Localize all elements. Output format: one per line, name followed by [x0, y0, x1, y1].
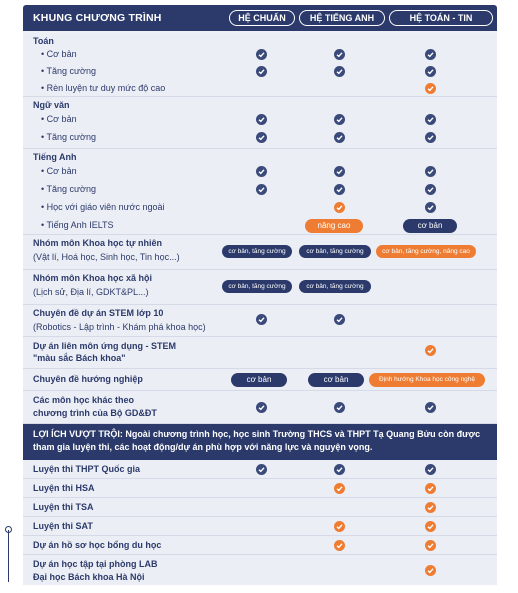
timeline-line — [8, 530, 9, 582]
benefit-banner — [23, 424, 497, 460]
check-icon — [425, 565, 436, 576]
section-subtitle: (Lịch sử, Địa lí, GDKT&PL...) — [33, 287, 149, 297]
section-subtitle: chương trình của Bộ GD&ĐT — [33, 408, 157, 418]
benefit-row-sat — [23, 517, 497, 536]
check-icon — [256, 314, 267, 325]
row-label: Đại học Bách khoa Hà Nội — [33, 572, 145, 582]
check-icon — [425, 166, 436, 177]
level-badge: cơ bản — [231, 373, 287, 387]
check-icon — [334, 114, 345, 125]
check-icon — [256, 132, 267, 143]
benefit-row-lab — [23, 555, 497, 585]
header-title: KHUNG CHƯƠNG TRÌNH — [33, 12, 162, 24]
section-subtitle: (Vật lí, Hoá học, Sinh học, Tin học...) — [33, 252, 180, 262]
section-khxh — [23, 270, 497, 305]
check-icon — [256, 402, 267, 413]
benefit-row-tsa — [23, 498, 497, 517]
section-title: Chuyên đề dự án STEM lớp 10 — [33, 308, 164, 318]
section-title: Nhóm môn Khoa học tự nhiên — [33, 238, 163, 248]
row-label: • Tiếng Anh IELTS — [41, 220, 114, 230]
level-badge: cơ bản — [403, 219, 457, 233]
section-title: Toán — [33, 36, 54, 46]
row-label: • Cơ bản — [41, 49, 77, 59]
section-subtitle: "màu sắc Bách khoa" — [33, 353, 126, 363]
check-icon — [334, 464, 345, 475]
level-badge: cơ bản, tăng cường — [299, 280, 371, 293]
check-icon — [334, 166, 345, 177]
level-badge: nâng cao — [305, 219, 363, 233]
check-icon — [334, 184, 345, 195]
row-label: • Cơ bản — [41, 114, 77, 124]
check-icon — [425, 402, 436, 413]
check-icon — [425, 521, 436, 532]
section-tienganh — [23, 149, 497, 235]
column-header-english: HỆ TIẾNG ANH — [299, 10, 385, 26]
column-header-math-it: HỆ TOÁN - TIN — [389, 10, 493, 26]
check-icon — [425, 483, 436, 494]
row-label: • Học với giáo viên nước ngoài — [41, 202, 165, 212]
row-label: Dự án hồ sơ học bổng du học — [33, 540, 162, 550]
section-title: Nhóm môn Khoa học xã hội — [33, 273, 153, 283]
check-icon — [256, 166, 267, 177]
section-title: Tiếng Anh — [33, 152, 77, 162]
benefit-row-hsa — [23, 479, 497, 498]
check-icon — [334, 132, 345, 143]
section-title: Chuyên đề hướng nghiệp — [33, 374, 143, 384]
section-stem — [23, 337, 497, 369]
benefit-row-thpt — [23, 460, 497, 479]
check-icon — [256, 464, 267, 475]
section-title: Dự án liên môn ứng dụng - STEM — [33, 341, 177, 351]
row-label: • Rèn luyện tư duy mức độ cao — [41, 83, 166, 93]
check-icon — [334, 202, 345, 213]
check-icon — [425, 49, 436, 60]
level-badge: cơ bản, tăng cường — [299, 245, 371, 258]
section-subtitle: (Robotics - Lập trình - Khám phá khoa học) — [33, 322, 206, 332]
check-icon — [256, 184, 267, 195]
row-label: • Tăng cường — [41, 66, 96, 76]
check-icon — [425, 132, 436, 143]
section-stem10 — [23, 305, 497, 337]
check-icon — [425, 114, 436, 125]
check-icon — [334, 49, 345, 60]
level-badge: cơ bản, tăng cường — [222, 245, 292, 258]
check-icon — [425, 464, 436, 475]
section-huongnghiep — [23, 369, 497, 391]
check-icon — [425, 66, 436, 77]
benefit-row-scholarship — [23, 536, 497, 555]
check-icon — [425, 202, 436, 213]
section-toan — [23, 33, 497, 97]
check-icon — [425, 540, 436, 551]
level-badge: Định hướng Khoa học công nghệ — [369, 373, 485, 387]
section-khac — [23, 391, 497, 424]
check-icon — [334, 402, 345, 413]
benefit-text: LỢI ÍCH VƯỢT TRỘI: Ngoài chương trình học, học sinh Trường THCS và THPT Tạ Quang Bửu còn được tham gia luyện thi, các hoạt động/dự án phù hợp với năng lực và nguyện vọng. — [33, 429, 481, 452]
section-khtn — [23, 235, 497, 270]
program-table — [23, 5, 497, 585]
check-icon — [334, 66, 345, 77]
table-header — [23, 5, 497, 31]
level-badge: cơ bản — [308, 373, 364, 387]
row-label: • Cơ bản — [41, 166, 77, 176]
section-title: Các môn học khác theo — [33, 395, 135, 405]
level-badge: cơ bản, tăng cường — [222, 280, 292, 293]
check-icon — [256, 49, 267, 60]
row-label: • Tăng cường — [41, 132, 96, 142]
row-label: • Tăng cường — [41, 184, 96, 194]
row-label: Luyện thi HSA — [33, 483, 95, 493]
check-icon — [334, 521, 345, 532]
check-icon — [425, 345, 436, 356]
row-label: Luyện thi SAT — [33, 521, 93, 531]
row-label: Luyện thi TSA — [33, 502, 94, 512]
check-icon — [334, 314, 345, 325]
check-icon — [425, 83, 436, 94]
check-icon — [334, 483, 345, 494]
section-title: Ngữ văn — [33, 100, 70, 110]
row-label: Luyện thi THPT Quốc gia — [33, 464, 141, 474]
column-header-standard: HỆ CHUẨN — [229, 10, 295, 26]
check-icon — [425, 184, 436, 195]
check-icon — [256, 114, 267, 125]
check-icon — [425, 502, 436, 513]
check-icon — [334, 540, 345, 551]
row-label: Dự án học tập tại phòng LAB — [33, 559, 158, 569]
level-badge: cơ bản, tăng cường, nâng cao — [376, 245, 476, 258]
section-nguvan — [23, 97, 497, 149]
check-icon — [256, 66, 267, 77]
